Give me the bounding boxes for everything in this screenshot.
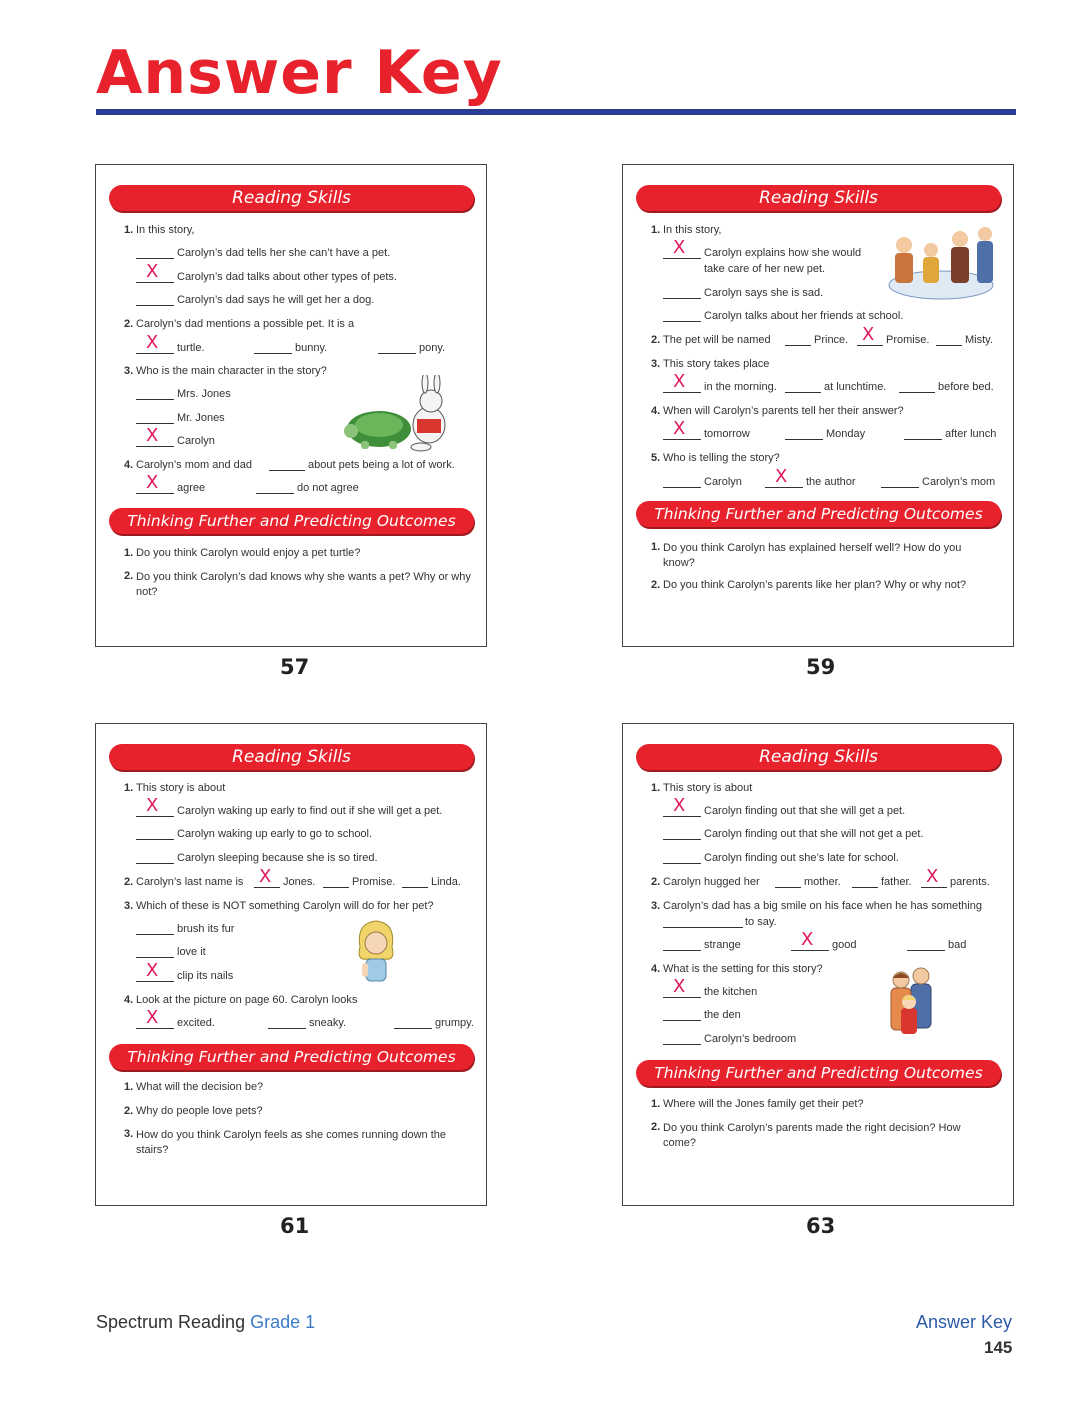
answer-blank: [136, 863, 174, 864]
x-mark: X: [146, 960, 159, 981]
question-number: 4.: [651, 963, 661, 975]
question-text: Do you think Carolyn would enjoy a pet turtle?: [136, 547, 361, 559]
answer-blank: [136, 816, 174, 817]
question-text: Carolyn hugged her: [663, 876, 760, 888]
answer-blank: [663, 258, 701, 259]
answer-option: the author: [806, 476, 856, 488]
question-number: 1.: [651, 1098, 661, 1110]
question-number: 3.: [124, 900, 134, 912]
answer-option: grumpy.: [435, 1017, 474, 1029]
answer-option: turtle.: [177, 342, 205, 354]
answer-option: Carolyn: [177, 435, 215, 447]
answer-blank: [663, 439, 701, 440]
question-text: Do you think Carolyn’s parents like her plan? Why or why not?: [663, 579, 967, 591]
answer-blank: [136, 1028, 174, 1029]
answer-option: Prince.: [814, 334, 849, 346]
answer-option: Carolyn finding out that she will get a pet.: [704, 805, 906, 817]
page-number: 59: [806, 655, 836, 679]
thinking-further-banner: Thinking Further and Predicting Outcomes: [109, 508, 474, 534]
footer-grade-label: Grade: [250, 1312, 301, 1332]
answer-option: the den: [704, 1009, 741, 1021]
question-number: 3.: [651, 358, 661, 370]
answer-blank: [394, 1028, 432, 1029]
question-text: Who is telling the story?: [663, 452, 780, 464]
footer-grade-number: 1: [305, 1312, 316, 1332]
answer-blank: [256, 493, 294, 494]
question-number: 2.: [651, 334, 661, 346]
answer-option: Carolyn talks about her friends at school.: [704, 310, 904, 322]
answer-blank: [136, 305, 174, 306]
reading-skills-banner: Reading Skills: [636, 185, 1001, 211]
answer-option: do not agree: [297, 482, 359, 494]
x-mark: X: [146, 332, 159, 353]
x-mark: X: [259, 866, 272, 887]
family-dinner-illustration: [885, 227, 999, 303]
answer-blank: [785, 392, 821, 393]
answer-blank: [402, 887, 428, 888]
answer-option: Carolyn waking up early to find out if she will get a pet.: [177, 805, 443, 817]
answer-blank: [899, 392, 935, 393]
answer-option: at lunchtime.: [824, 381, 887, 393]
answer-blank: [791, 950, 829, 951]
answer-option: after lunch: [945, 428, 997, 440]
answer-blank: [254, 353, 292, 354]
question-text: In this story,: [136, 224, 195, 236]
question-number: 1.: [651, 541, 661, 553]
question-number: 1.: [651, 224, 661, 236]
x-mark: X: [146, 425, 159, 446]
answer-blank: [852, 887, 878, 888]
title-rule: [96, 109, 1016, 115]
question-number: 2.: [651, 876, 661, 888]
answer-blank: [136, 839, 174, 840]
answer-blank: [663, 997, 701, 998]
answer-option: Carolyn finding out she’s late for school.: [704, 852, 899, 864]
carolyn-illustration: [350, 917, 402, 987]
answer-option: good: [832, 939, 857, 951]
answer-blank: [136, 981, 174, 982]
answer-blank: [921, 887, 947, 888]
answer-option: excited.: [177, 1017, 215, 1029]
answer-option: father.: [881, 876, 912, 888]
question-text: Who is the main character in the story?: [136, 365, 327, 377]
question-text: This story takes place: [663, 358, 770, 370]
footer-page-number: 145: [984, 1338, 1013, 1357]
question-text: What will the decision be?: [136, 1081, 264, 1093]
answer-blank: [881, 487, 919, 488]
question-text: Carolyn’s dad has a big smile on his face when he has something: [663, 900, 982, 912]
answer-blank: [775, 887, 801, 888]
question-number: 2.: [124, 570, 134, 582]
answer-blank: [765, 487, 803, 488]
answer-option: strange: [704, 939, 741, 951]
answer-option: Carolyn sleeping because she is so tired.: [177, 852, 378, 864]
answer-panel-59: [622, 164, 1014, 647]
answer-option: Carolyn’s dad says he will get her a dog.: [177, 294, 375, 306]
page-title: Answer Key: [96, 38, 503, 108]
thinking-further-banner: Thinking Further and Predicting Outcomes: [636, 501, 1001, 527]
answer-blank: [663, 927, 743, 928]
question-number: 3.: [651, 900, 661, 912]
reading-skills-banner: Reading Skills: [109, 185, 474, 211]
answer-option: Carolyn explains how she would: [704, 247, 862, 259]
answer-option: Carolyn’s mom: [922, 476, 996, 488]
question-number: 3.: [124, 1128, 134, 1140]
answer-panel-61: [95, 723, 487, 1206]
answer-blank: [663, 321, 701, 322]
answer-option: the kitchen: [704, 986, 758, 998]
answer-blank: [663, 298, 701, 299]
answer-option: Carolyn’s dad tells her she can’t have a pet.: [177, 247, 391, 259]
answer-blank: [268, 1028, 306, 1029]
answer-option: Misty.: [965, 334, 993, 346]
answer-option: Monday: [826, 428, 866, 440]
question-text: In this story,: [663, 224, 722, 236]
answer-blank: [785, 439, 823, 440]
answer-option: pony.: [419, 342, 446, 354]
question-text: Which of these is NOT something Carolyn will do for her pet?: [136, 900, 434, 912]
answer-blank: [136, 282, 174, 283]
question-text: What is the setting for this story?: [663, 963, 823, 975]
answer-option: in the morning.: [704, 381, 777, 393]
question-text: When will Carolyn’s parents tell her their answer?: [663, 405, 904, 417]
answer-blank: [136, 423, 174, 424]
answer-option: love it: [177, 946, 206, 958]
answer-option: tomorrow: [704, 428, 750, 440]
question-number: 1.: [124, 224, 134, 236]
question-number: 1.: [124, 547, 134, 559]
question-text: How do you think Carolyn feels as she comes running down the stairs?: [136, 1129, 447, 1156]
question-text: This story is about: [136, 782, 226, 794]
thinking-further-banner: Thinking Further and Predicting Outcomes: [109, 1044, 474, 1070]
reading-skills-banner: Reading Skills: [636, 744, 1001, 770]
answer-option: parents.: [950, 876, 990, 888]
question-number: 4.: [651, 405, 661, 417]
answer-blank: [136, 493, 174, 494]
question-number: 4.: [124, 994, 134, 1006]
answer-option: clip its nails: [177, 970, 234, 982]
question-text: Why do people love pets?: [136, 1105, 263, 1117]
question-text: Where will the Jones family get their pet?: [663, 1098, 864, 1110]
answer-blank: [136, 957, 174, 958]
answer-blank: [663, 950, 701, 951]
x-mark: X: [673, 976, 686, 997]
question-number: 4.: [124, 459, 134, 471]
answer-option: Promise.: [352, 876, 396, 888]
answer-blank: [936, 345, 962, 346]
question-text: Do you think Carolyn’s dad knows why she wants a pet? Why or why not?: [136, 571, 471, 598]
x-mark: X: [673, 418, 686, 439]
question-text: Carolyn’s dad mentions a possible pet. It is a: [136, 318, 355, 330]
answer-option: Mrs. Jones: [177, 388, 231, 400]
answer-blank: [136, 353, 174, 354]
question-text: The pet will be named: [663, 334, 771, 346]
answer-blank: [785, 345, 811, 346]
turtle-and-bunny-illustration: [341, 375, 461, 455]
answer-panel-57: [95, 164, 487, 647]
question-number: 1.: [651, 782, 661, 794]
question-number: 5.: [651, 452, 661, 464]
answer-blank: [663, 863, 701, 864]
answer-option: take care of her new pet.: [704, 263, 826, 275]
answer-blank: [254, 887, 280, 888]
answer-blank: [663, 392, 701, 393]
x-mark: X: [775, 466, 788, 487]
page-number: 57: [280, 655, 310, 679]
page-number: 61: [280, 1214, 310, 1238]
answer-blank: [663, 839, 701, 840]
question-text: to say.: [745, 916, 777, 928]
answer-option: Linda.: [431, 876, 461, 888]
answer-blank: [857, 345, 883, 346]
footer-book-name: Spectrum Reading: [96, 1312, 246, 1332]
answer-blank: [904, 439, 942, 440]
answer-blank: [136, 258, 174, 259]
question-number: 2.: [124, 318, 134, 330]
answer-option: Carolyn’s dad talks about other types of pets.: [177, 271, 397, 283]
answer-option: Carolyn finding out that she will not get a pet.: [704, 828, 924, 840]
question-number: 2.: [124, 876, 134, 888]
x-mark: X: [146, 472, 159, 493]
question-number: 1.: [124, 1081, 134, 1093]
question-number: 1.: [124, 782, 134, 794]
question-text: Do you think Carolyn’s parents made the right decision? How come?: [663, 1122, 961, 1149]
x-mark: X: [146, 261, 159, 282]
x-mark: X: [146, 1007, 159, 1028]
answer-blank: [663, 1044, 701, 1045]
answer-option: mother.: [804, 876, 841, 888]
answer-panel-63: [622, 723, 1014, 1206]
answer-option: bad: [948, 939, 967, 951]
footer-book-title: [96, 1312, 315, 1333]
x-mark: X: [801, 929, 814, 950]
question-number: 2.: [124, 1105, 134, 1117]
footer-section-name: Answer Key: [916, 1312, 1013, 1332]
answer-blank: [136, 446, 174, 447]
question-text: about pets being a lot of work.: [308, 459, 455, 471]
answer-option: Promise.: [886, 334, 930, 346]
answer-blank: [378, 353, 416, 354]
answer-blank: [907, 950, 945, 951]
x-mark: X: [926, 866, 939, 887]
answer-blank: [663, 816, 701, 817]
thinking-further-banner: Thinking Further and Predicting Outcomes: [636, 1060, 1001, 1086]
answer-option: bunny.: [295, 342, 328, 354]
question-text: Carolyn’s last name is: [136, 876, 244, 888]
x-mark: X: [673, 237, 686, 258]
x-mark: X: [146, 795, 159, 816]
answer-option: Carolyn waking up early to go to school.: [177, 828, 373, 840]
answer-option: Carolyn says she is sad.: [704, 287, 824, 299]
answer-option: agree: [177, 482, 206, 494]
answer-option: before bed.: [938, 381, 994, 393]
question-text: This story is about: [663, 782, 753, 794]
answer-blank: [136, 399, 174, 400]
answer-blank: [663, 1020, 701, 1021]
answer-option: brush its fur: [177, 923, 235, 935]
answer-option: Carolyn: [704, 476, 742, 488]
x-mark: X: [862, 324, 875, 345]
question-number: 2.: [651, 1121, 661, 1133]
page-number: 63: [806, 1214, 836, 1238]
question-text: Do you think Carolyn has explained herself well? How do you know?: [663, 542, 962, 569]
reading-skills-banner: Reading Skills: [109, 744, 474, 770]
answer-option: Jones.: [283, 876, 316, 888]
question-number: 2.: [651, 579, 661, 591]
x-mark: X: [673, 795, 686, 816]
question-number: 3.: [124, 365, 134, 377]
family-hug-illustration: [885, 964, 939, 1046]
answer-blank: [663, 487, 701, 488]
answer-blank: [323, 887, 349, 888]
answer-blank: [269, 470, 305, 471]
answer-option: Mr. Jones: [177, 412, 225, 424]
answer-blank: [136, 934, 174, 935]
answer-option: Carolyn’s bedroom: [704, 1033, 797, 1045]
question-text: Carolyn’s mom and dad: [136, 459, 252, 471]
answer-option: sneaky.: [309, 1017, 347, 1029]
x-mark: X: [673, 371, 686, 392]
question-text: Look at the picture on page 60. Carolyn looks: [136, 994, 358, 1006]
